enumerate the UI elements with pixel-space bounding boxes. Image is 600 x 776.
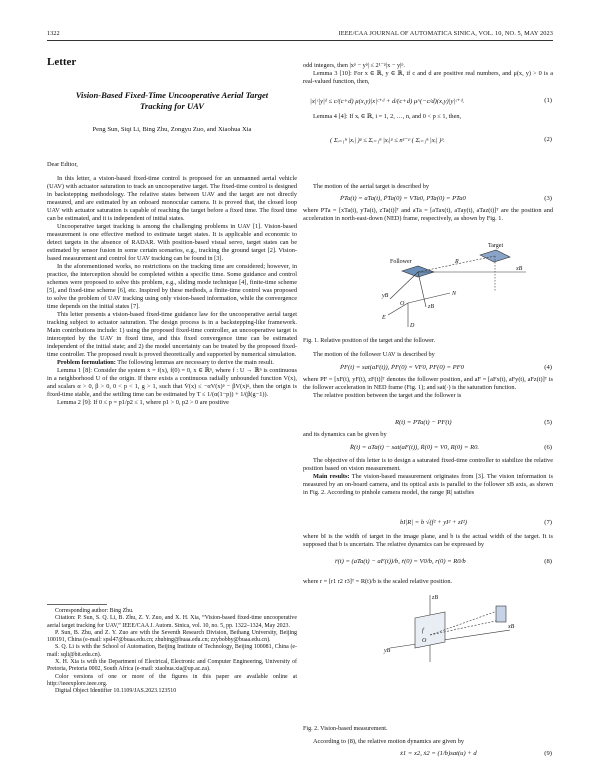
- greeting: Dear Editor,: [47, 161, 78, 168]
- equation-6: R̈(t) = aTa(t) − sat(aF(t)), Ṙ(0) = V0, R(0) = R0.: [350, 444, 480, 451]
- figure-1-relative-position: [330, 241, 530, 329]
- follower-uav-icon: [402, 266, 434, 277]
- problem-formulation-heading: Problem formulation:: [57, 359, 116, 366]
- fig2-x-label: xB: [508, 624, 515, 630]
- paragraph-intro: In this letter, a vision-based fixed-time control is proposed for an unmanned aerial vehicle (UAV) with actuator saturation to track an uncooperative target. The fixed-time control is designed in backstepping methodology. The relative states between UAV and the target are not directly measured, and are estimated by an onboard monocular camera. It is proved that, the closed loop UAV with actuator saturation is capable of reaching the target before a fixed time. The fixed time can be estimated, and it is independent of initial states.: [47, 175, 297, 222]
- paper-title: [47, 90, 297, 112]
- relative-position-label: R: [455, 259, 459, 265]
- title-line-1: Vision-Based Fixed-Time Uncooperative Aerial Target: [75, 90, 269, 100]
- target-motion-where: where PTa = [xTa(t), yTa(t), zTa(t)]ᵀ and aTa = [aTax(t), aTay(t), aTaz(t)]ᵀ are the position and acceleration in north-east-down (NED) frame, respectively, as shown by Fig. 1.: [303, 207, 553, 222]
- paragraph-prior-work: In the aforementioned works, no restrictions on the tracking time are considered; however, in practice, the interception should be completed within a specific time. Some guidance and control schemes were proposed to solve this problem, e.g., sliding mode technique [4], finite-time scheme [5], and fixed-time scheme [6], etc. Inspired by these methods, a finite-time control was proposed to solve the problem of UAV tracking using only vision-based information, while the convergence time depends on the initial states [7].: [47, 263, 297, 310]
- target-motion-intro: The motion of the aerial target is described by: [313, 183, 429, 190]
- lemma-1: Lemma 1 [8]: Consider the system ẋ = f(x), f(0) = 0, x ∈ ℝⁿ, where f : U → ℝⁿ is continuous in a neighborhood U of the origin. If there exists a continuous radially unbounded function V(x), and scalars α > 0, β > 0, 0 < p < 1, g > 1, such that V̇(x) ≤ −αV(x)ᵖ − βV(x)ᵍ, then the origin is fixed-time stable, and the settling time can be estimated by T ≤ 1/(α(1−p)) + 1/(β(g−1)).: [47, 367, 297, 398]
- footnotes: [47, 608, 297, 696]
- journal-header: IEEE/CAA JOURNAL OF AUTOMATICA SINICA, VOL. 10, NO. 5, MAY 2023: [338, 30, 553, 37]
- figure-2-caption: Fig. 2. Vision-based measurement.: [303, 726, 388, 732]
- follower-label: Follower: [390, 259, 412, 265]
- ned-north-axis: [408, 293, 450, 303]
- camera-x-axis: [390, 630, 510, 648]
- main-results-heading: Main results:: [313, 473, 350, 480]
- width-definition-block: [303, 533, 553, 549]
- follower-motion-where: where PF = [xF(t), yF(t), zF(t)]ᵀ denotes the follower position, and aF = [aFx(t), aFy(t), aFz(t)]ᵀ is the follower acceleration in NED frame (Fig. 1); and sat(·) is the saturation function.: [303, 376, 553, 391]
- figure-2-vision-measurement: [360, 590, 520, 665]
- paragraph-contributions: This letter presents a vision-based fixed-time guidance law for the uncooperative aerial target tracking subject to actuator saturation. The design process is in a backstepping-like framework. Main contributions include: 1) using the proposed fixed-time controller, an uncooperative target is intercepted by the UAV in fixed time, and this fixed convergence time can be estimated independent of the initial state; and 2) the model uncertainty can be treated by the proposed fixed-time controller. The proposed result is proved theoretically and supported by numerical simulation.: [47, 311, 297, 358]
- follower-motion-intro: The motion of the follower UAV is described by: [313, 351, 435, 358]
- equation-7-number: (7): [544, 519, 552, 526]
- left-column-body: [47, 161, 297, 407]
- equation-8-number: (8): [544, 558, 552, 565]
- down-label: D: [410, 323, 415, 329]
- lemma-4: Lemma 4 [4]: If xᵢ ∈ ℝ, i = 1, 2, …, n, and 0 < p ≤ 1, then,: [313, 113, 462, 120]
- follower-y-axis: [390, 272, 418, 299]
- affiliation-1: P. Sun, B. Zhu, and Z. Y. Zuo are with the Seventh Research Division, Beihang University, Beijing 100191, China (e-mail: spsl47@buaa.edu.cn; zhubing@buaa.edu.cn; zzybobby@buaa.edu.cn).: [47, 629, 297, 644]
- equation-9-number: (9): [544, 750, 552, 757]
- header-rule: [47, 40, 553, 41]
- lemma-2: Lemma 2 [9]: If 0 ≤ p = p1/p2 ≤ 1, where p1 > 0, p2 > 0 are positive: [57, 399, 229, 406]
- corresponding-author: Corresponding author: Bing Zhu.: [55, 608, 134, 614]
- equation-2: ( Σᵢ₌₁ⁿ |xᵢ| )ᵖ ≤ Σᵢ₌₁ⁿ |xᵢ|ᵖ ≤ n¹⁻ᵖ ( Σᵢ₌₁ⁿ |xᵢ| )ᵖ.: [330, 137, 445, 144]
- affiliation-3: X. H. Xia is with the Department of Electrical, Electronic and Computer Engineering, University of Pretoria, Pretoria 0002, South Africa (e-mail: xiaohua.xia@up.ac.za).: [47, 659, 297, 673]
- page-number: 1322: [47, 30, 60, 37]
- z-axis-label: zB: [428, 304, 434, 310]
- main-results: [303, 473, 553, 497]
- lemma-2-tail: odd integers, then |xᵖ − yᵖ| ≤ 2¹⁻ᵖ|x − y|ᵖ.: [303, 62, 405, 69]
- equation-9: ẋ1 = x2, ẋ2 = (1/b)sat(u) + d: [400, 750, 477, 757]
- target-motion-block: [303, 183, 553, 191]
- image-plane: [415, 612, 445, 648]
- dynamics-intro: and its dynamics can be given by: [303, 431, 387, 438]
- objective: The objective of this letter is to design a saturated fixed-time controller to stabilize the relative position based on vision measurement.: [303, 457, 553, 472]
- dynamics-intro-block: [303, 431, 553, 439]
- equation-1: |x|ᶜ|y|ᵈ ≤ c/(c+d) μ(x,y)|x|ᶜ⁺ᵈ + d/(c+d) μ^(−c/d)(x,y)|y|ᶜ⁺ᵈ.: [310, 98, 465, 105]
- y-axis-label: yB: [382, 293, 389, 299]
- east-label: E: [382, 315, 386, 321]
- equation-6-number: (6): [544, 444, 552, 451]
- target-motion-definition: [303, 207, 553, 223]
- equation-3-number: (3): [544, 195, 552, 202]
- doi: Digital Object Identifier 10.1109/JAS.2023.123510: [55, 688, 177, 695]
- relative-dynamics-block: [303, 738, 553, 746]
- main-results-text: The vision-based measurement originates from [3]. The vision information is measured by an on-board camera, and its optical axis is parallel to the follower xB axis, as shown in Fig. 2. According to pinhole camera model, the range |R| satisfies: [303, 473, 553, 496]
- target-label: Target: [488, 243, 504, 249]
- equation-3: ṖTa(t) = aTa(t), ṖTa(0) = VTa0, PTa(0) = PTa0: [340, 195, 466, 202]
- north-label: N: [452, 291, 457, 297]
- origin-label: O: [400, 301, 405, 307]
- follower-motion-definition: [303, 376, 553, 400]
- equation-5-number: (5): [544, 419, 552, 426]
- problem-formulation-text: The following lemmas are necessary to derive the main result.: [115, 359, 274, 366]
- section-heading: Letter: [47, 56, 77, 68]
- fig2-y-label: yB: [384, 648, 391, 654]
- fig2-z-label: zB: [432, 595, 438, 601]
- citation-note: Citation: P. Sun, S. Q. Li, B. Zhu, Z. Y. Zuo, and X. H. Xia, “Vision-based fixed-time uncooperative aerial target tracking for UAV,” IEEE/CAA J. Autom. Sinica, vol. 10, no. 5, pp. 1322–1324, May 2023.: [47, 615, 297, 629]
- title-line-2: Tracking for UAV: [140, 101, 204, 111]
- author-list: Peng Sun, Siqi Li, Bing Zhu, Zongyu Zuo, and Xiaohua Xia: [92, 126, 252, 133]
- equation-4: ṖF(t) = sat(aF(t)), ṖF(0) = VF0, PF(0) = PF0: [340, 364, 464, 371]
- lemma-3: Lemma 3 [10]: For x ∈ ℝ, y ∈ ℝ, if c and d are positive real numbers, and μ(x, y) > 0 is a real-valued function, then,: [303, 70, 553, 85]
- width-definition: where bI is the width of target in the image plane, and b is the actual width of the target. It is supposed that b is uncertain. The relative dynamics can be expressed by: [303, 533, 553, 548]
- scaled-position-definition: where r = [r1 r2 r3]ᵀ = R(t)/b is the scaled relative position.: [303, 578, 453, 585]
- lemma-4-block: [303, 113, 553, 121]
- paragraph-problem-formulation: [47, 359, 297, 367]
- equation-5: R(t) = PTa(t) − PF(t): [395, 419, 452, 426]
- paragraph-background: Uncooperative target tracking is among the challenging problems in UAV [1]. Vision-based measurement is one effective method to estimate target states. It is applicable and economic to detect targets in the absence of RADAR. With position-based visual servo, target states can be estimated by sensor fusion in some certain scenarios, e.g., tracking the ground target [2]. Vision-based measurement and control for UAV tracking can be found in [3].: [47, 223, 297, 262]
- footnote-rule: [47, 604, 107, 605]
- color-version-note: Color versions of one or more of the figures in this paper are available online at http://ieeexplore.ieee.org.: [47, 673, 297, 687]
- follower-z-axis: [418, 272, 426, 307]
- follower-motion-block: [303, 351, 553, 359]
- equation-8: r̈(t) = (aTa(t) − aF(t))/b, ṙ(0) = V0/b, r(0) = R0/b: [335, 558, 466, 565]
- relative-dynamics-intro: According to (8), the relative motion dynamics are given by: [313, 738, 465, 745]
- fig2-origin-label: O: [422, 638, 427, 644]
- figure-1-caption: Fig. 1. Relative position of the target and the follower.: [303, 338, 436, 344]
- ned-east-axis: [388, 303, 408, 315]
- fig2-focal-label: f: [422, 628, 424, 634]
- x-axis-label: xB: [516, 266, 523, 272]
- target-object: [496, 606, 506, 622]
- equation-1-number: (1): [544, 97, 552, 104]
- lemma-2-continued: [303, 62, 553, 86]
- scaled-position-block: [303, 578, 553, 586]
- objective-block: [303, 457, 553, 497]
- affiliation-2: S. Q. Li is with the School of Automation, Beijing Institute of Technology, Beijing 100081, China (e-mail: sqli@bit.edu.cn).: [47, 644, 297, 658]
- relative-position-intro: The relative position between the target and the follower is: [313, 392, 462, 399]
- equation-2-number: (2): [544, 136, 552, 143]
- equation-7: bI|R| = b √(f² + yI² + zI²): [400, 519, 467, 526]
- equation-4-number: (4): [544, 364, 552, 371]
